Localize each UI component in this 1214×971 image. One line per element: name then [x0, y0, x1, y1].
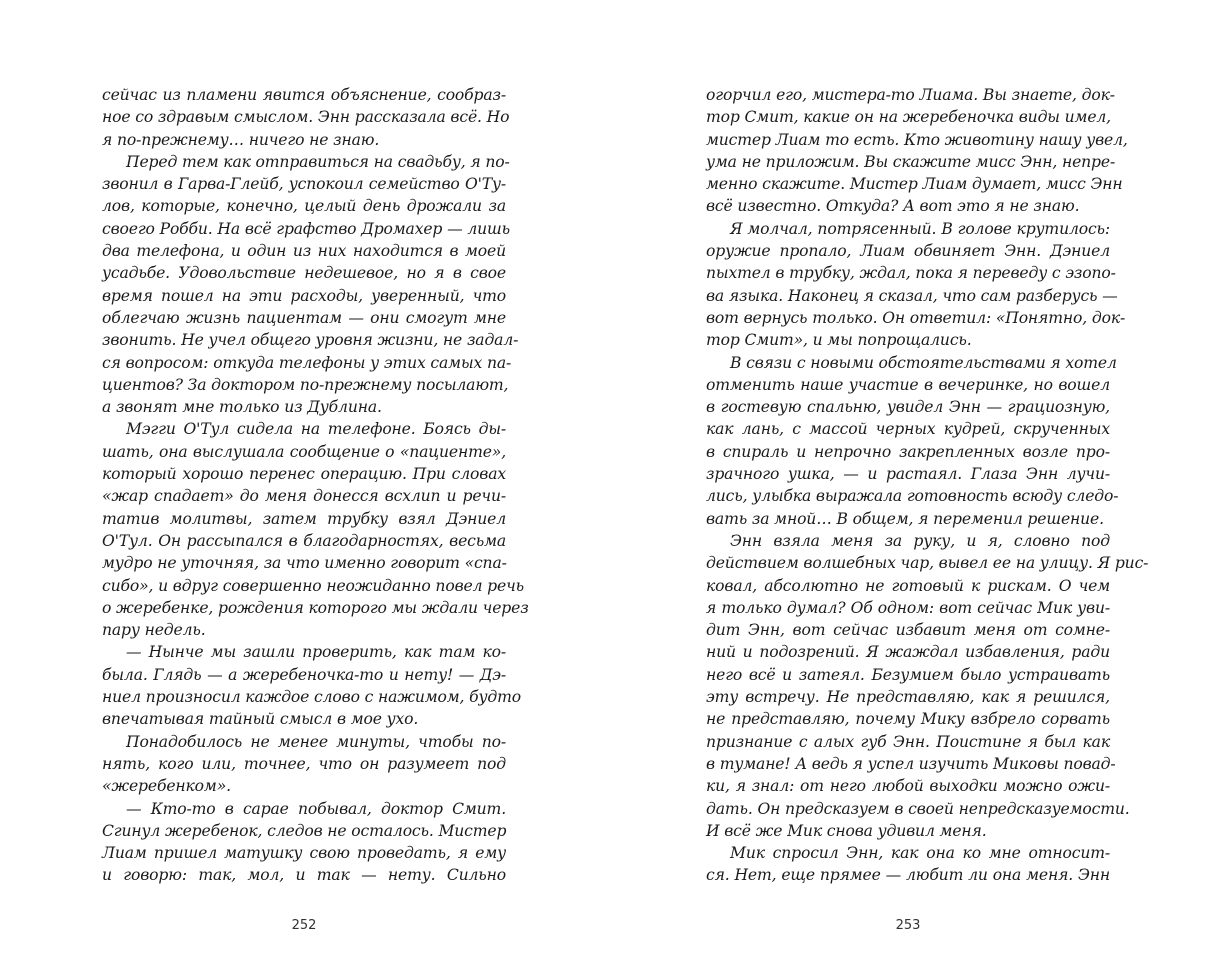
text-line: облегчаю жизнь пациентам — они смогут мне [102, 308, 506, 327]
text-line: оружие пропало, Лиам обвиняет Энн. Дэниел [706, 242, 1110, 261]
text-line: ний и подозрений. Я жаждал избавления, ради [706, 643, 1110, 662]
text-line: татив молитвы, затем трубку взял Дэниел [102, 509, 506, 528]
text-line: отменить наше участие в вечеринке, но вошел [706, 375, 1110, 394]
text-line: не представляю, почему Мику взбрело сорвать [706, 710, 1110, 729]
text-line: сибо», и вдруг совершенно неожиданно повел речь [102, 576, 524, 595]
text-line: сейчас из пламени явится объяснение, сообраз- [102, 86, 506, 104]
text-line: Энн взяла меня за руку, и я, словно под [730, 531, 1110, 550]
text-line: Мик спросил Энн, как она ко мне относит- [730, 844, 1110, 863]
text-line: ся. Нет, еще прямее — любит ли она меня. Энн [706, 866, 1110, 885]
text-line: огорчил его, мистера-то Лиама. Вы знаете, док- [706, 86, 1115, 104]
text-line: который хорошо перенес операцию. При словах [102, 465, 506, 484]
text-line: а звонят мне только из Дублина. [102, 398, 382, 417]
page-number-left: 252 [291, 918, 317, 933]
text-line: дать. Он предсказуем в своей непредсказуемости. [706, 799, 1130, 818]
text-line: два телефона, и один из них находится в моей [102, 242, 506, 261]
text-line: время пошел на эти расходы, уверенный, что [102, 286, 506, 305]
page-number-right: 253 [895, 918, 921, 933]
left-page-text [102, 84, 529, 887]
text-line: мудро не уточняя, за что именно говорит «спа- [102, 554, 507, 573]
text-line: И всё же Мик снова удивил меня. [706, 821, 987, 840]
text-line: своего Робби. На всё графство Дромахер — лишь [102, 219, 510, 238]
text-line: О'Тул. Он рассыпался в благодарностях, весьма [102, 531, 506, 550]
text-line: Перед тем как отправиться на свадьбу, я по- [126, 152, 510, 171]
text-line: Лиам пришел матушку свою проведать, я ему [102, 844, 506, 863]
text-line: пыхтел в трубку, ждал, пока я переведу с эзопо- [706, 264, 1116, 283]
text-line: тор Смит», и мы попрощались. [706, 331, 972, 350]
text-line: «жеребенком». [102, 777, 231, 796]
text-line: в спираль и непрочно закрепленных возле про- [706, 442, 1110, 461]
text-line: Мэгги О'Тул сидела на телефоне. Боясь ды- [126, 420, 506, 439]
text-line: эту встречу. Не представляю, как я решился, [706, 688, 1110, 707]
text-line: звонить. Не учел общего уровня жизни, не задал- [102, 331, 519, 350]
right-page-text [706, 84, 1149, 887]
text-line: мистер Лиам то есть. Кто животину нашу увел, [706, 130, 1128, 149]
text-line: Сгинул жеребенок, следов не осталось. Мистер [102, 821, 507, 840]
text-line: менно скажите. Мистер Лиам думает, мисс Энн [706, 175, 1123, 194]
text-line: ся вопросом: откуда телефоны у этих самых па- [102, 353, 512, 372]
text-line: пару недель. [102, 621, 206, 640]
text-line: о жеребенке, рождения которого мы ждали через [102, 598, 529, 617]
text-line: — Нынче мы зашли проверить, как там ко- [126, 643, 506, 662]
text-line: циентов? За доктором по-прежнему посылают, [102, 375, 509, 394]
text-line: вот вернусь только. Он ответил: «Понятно, док- [706, 308, 1126, 327]
text-line: В связи с новыми обстоятельствами я хотел [730, 353, 1117, 372]
text-line: Понадобилось не менее минуты, чтобы по- [126, 732, 506, 751]
text-line: ки, я знал: от него любой выходки можно ожи- [706, 777, 1110, 796]
text-line: нять, кого или, точнее, что он разумеет под [102, 754, 506, 773]
text-line: я по-прежнему… ничего не знаю. [102, 130, 380, 149]
text-line: в гостевую спальню, увидел Энн — грациозную, [706, 398, 1110, 417]
text-line: действием волшебных чар, вывел ее на улицу. Я рис- [706, 554, 1149, 573]
text-line: лов, которые, конечно, целый день дрожали за [102, 197, 506, 216]
text-line: признание с алых губ Энн. Поистине я был как [706, 732, 1110, 751]
text-line: ума не приложим. Вы скажите мисс Энн, непре- [706, 152, 1116, 171]
text-line: Я молчал, потрясенный. В голове крутилось: [730, 219, 1110, 238]
text-line: усадьбе. Удовольствие недешевое, но я в свое [102, 264, 506, 283]
text-line: как лань, с массой черных кудрей, скрученных [706, 420, 1110, 439]
text-line: зрачного ушка, — и растаял. Глаза Энн лучи- [706, 465, 1110, 484]
text-line: «жар спадает» до меня донесся всхлип и речи- [102, 487, 506, 506]
text-line: лись, улыбка выражала готовность всюду следо- [706, 487, 1119, 506]
text-line: шать, она выслушала сообщение о «пациенте», [102, 442, 506, 461]
text-line: была. Глядь — а жеребеночка-то и нету! — Дэ- [102, 665, 506, 684]
text-line: вать за мной… В общем, я переменил решение. [706, 509, 1104, 528]
text-line: я только думал? Об одном: вот сейчас Мик уви- [706, 598, 1110, 617]
text-line: и говорю: так, мол, и так — нету. Сильно [102, 866, 506, 885]
text-line: — Кто-то в сарае побывал, доктор Смит. [126, 799, 506, 818]
text-line: ковал, абсолютно не готовый к рискам. О чем [706, 576, 1110, 595]
text-line: ное со здравым смыслом. Энн рассказала всё. Но [102, 108, 510, 127]
text-line: впечатывая тайный смысл в мое ухо. [102, 710, 419, 729]
text-line: ва языка. Наконец я сказал, что сам разберусь — [706, 286, 1118, 305]
text-line: него всё и затеял. Безумием было устраивать [706, 665, 1110, 684]
text-line: тор Смит, какие он на жеребеночка виды имел, [706, 108, 1111, 127]
text-line: звонил в Гарва-Глейб, успокоил семейство О'Ту- [102, 175, 506, 194]
text-line: ниел произносил каждое слово с нажимом, будто [102, 688, 522, 707]
text-line: в тумане! А ведь я успел изучить Миковы повад- [706, 754, 1116, 773]
text-line: всё известно. Откуда? А вот это я не знаю. [706, 197, 1080, 216]
text-line: дит Энн, вот сейчас избавит меня от сомне- [706, 621, 1110, 640]
